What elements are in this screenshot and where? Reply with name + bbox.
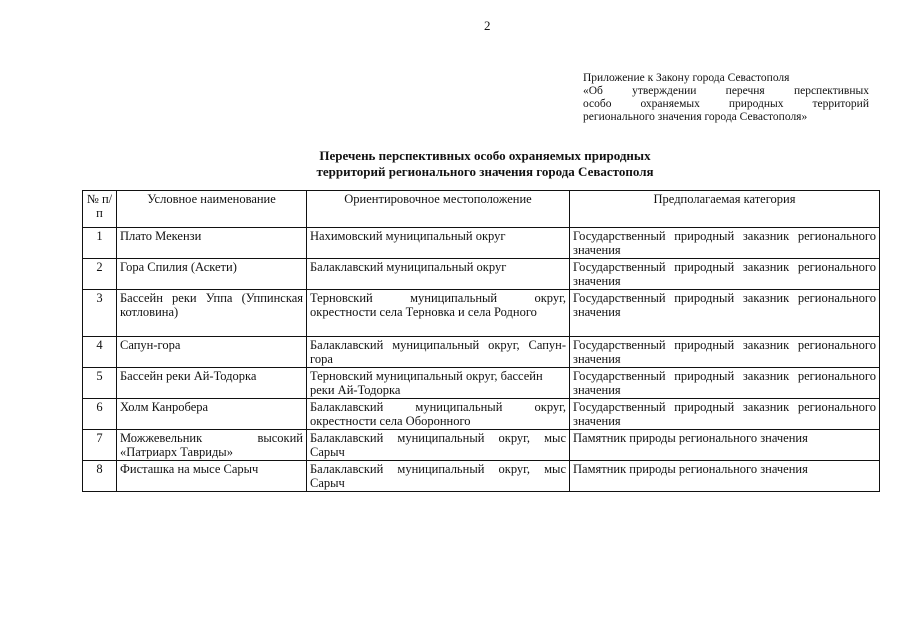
row-category: Памятник природы регионального значения [570,430,880,461]
table-row [83,290,880,337]
appendix-line-4: регионального значения города Севастополя» [583,111,808,123]
row-location: Балаклавский муниципальный округ, мыс Сарыч [307,461,570,492]
row-num: 7 [83,430,117,461]
table-row [83,228,880,259]
row-num: 6 [83,399,117,430]
row-name: Гора Спилия (Аскети) [117,259,307,290]
title-line-2: территорий регионального значения города Севастополя [316,164,654,179]
row-category: Государственный природный заказник регионального значения [570,399,880,430]
appendix-word: перечня [725,85,765,97]
row-name: Холм Канробера [117,399,307,430]
row-category: Государственный природный заказник регионального значения [570,259,880,290]
row-num: 4 [83,337,117,368]
appendix-note [583,72,869,124]
row-category: Государственный природный заказник регионального значения [570,368,880,399]
header-location: Ориентировочное местоположение [307,191,570,228]
reserves-table [82,190,880,492]
appendix-word: перспективных [793,85,869,97]
table-header-row [83,191,880,228]
row-location: Балаклавский муниципальный округ, окрестности села Оборонного [307,399,570,430]
header-category: Предполагаемая категория [570,191,880,228]
row-name: Бассейн реки Уппа (Уппинская котловина) [117,290,307,337]
appendix-word: «Об [583,85,603,97]
row-location: Нахимовский муниципальный округ [307,228,570,259]
appendix-word: утверждении [632,85,697,97]
row-location: Балаклавский муниципальный округ, мыс Сарыч [307,430,570,461]
row-location: Балаклавский муниципальный округ, Сапун-гора [307,337,570,368]
row-category: Государственный природный заказник регионального значения [570,228,880,259]
row-num: 2 [83,259,117,290]
row-name: Плато Мекензи [117,228,307,259]
row-name: Можжевельник высокий «Патриарх Тавриды» [117,430,307,461]
row-name: Бассейн реки Ай-Тодорка [117,368,307,399]
row-location: Балаклавский муниципальный округ [307,259,570,290]
table-row [83,430,880,461]
table-row [83,337,880,368]
appendix-line-1: Приложение к Закону города Севастополя [583,72,790,84]
row-name: Сапун-гора [117,337,307,368]
appendix-word: природных [728,98,784,110]
appendix-word: особо [583,98,612,110]
header-name: Условное наименование [117,191,307,228]
table-row [83,368,880,399]
row-location: Терновский муниципальный округ, окрестности села Терновка и села Родного [307,290,570,337]
table-row [83,461,880,492]
title-line-1: Перечень перспективных особо охраняемых природных [319,148,651,163]
appendix-word: территорий [812,98,869,110]
row-category: Государственный природный заказник регионального значения [570,337,880,368]
table-row [83,259,880,290]
row-num: 3 [83,290,117,337]
header-num: № п/п [83,191,117,228]
row-location: Терновский муниципальный округ, бассейн реки Ай-Тодорка [307,368,570,399]
row-category: Памятник природы регионального значения [570,461,880,492]
row-category: Государственный природный заказник регионального значения [570,290,880,337]
table-row [83,399,880,430]
document-title [200,148,770,180]
row-name: Фисташка на мысе Сарыч [117,461,307,492]
row-num: 8 [83,461,117,492]
appendix-line-2 [583,85,869,98]
row-num: 1 [83,228,117,259]
page-number: 2 [484,18,491,33]
appendix-word: охраняемых [640,98,700,110]
row-num: 5 [83,368,117,399]
appendix-line-3 [583,98,869,111]
